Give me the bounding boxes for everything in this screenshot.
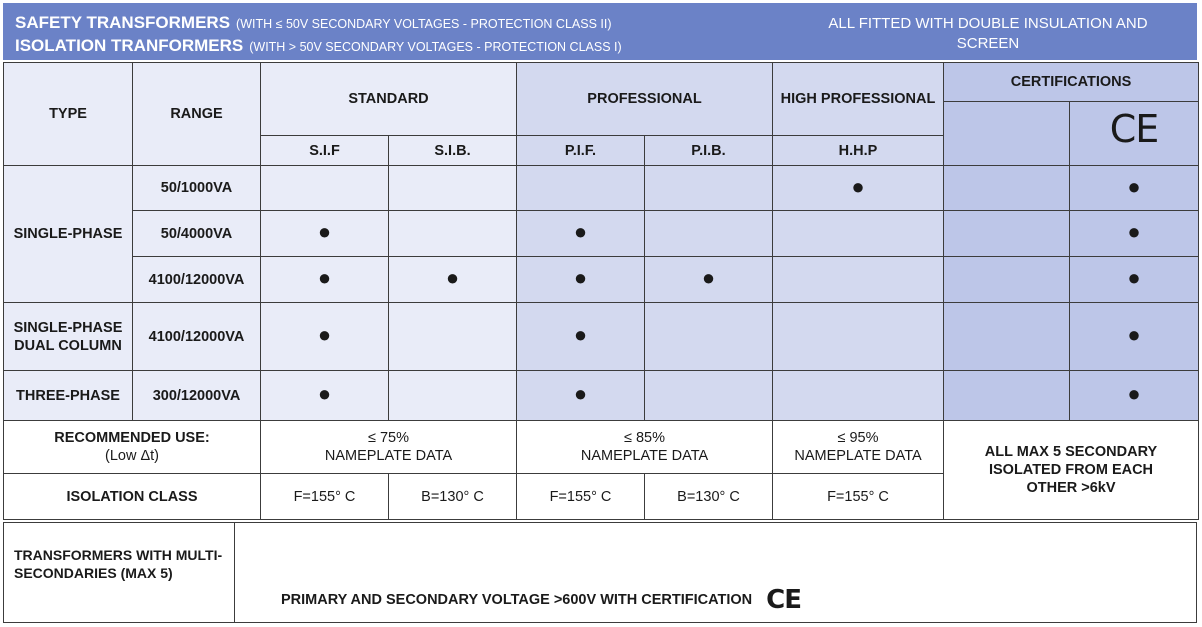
multi-secondary-label: TRANSFORMERS WITH MULTI-SECONDARIES (MAX 5) [4, 523, 235, 622]
type-single-phase-dual-column: SINGLE-PHASE DUAL COLUMN [4, 303, 133, 371]
recommended-use-title: RECOMMENDED USE: [54, 430, 210, 446]
availability-dot: ● [1127, 322, 1141, 347]
isolation-pib: B=130° C [645, 474, 773, 520]
range-cell: 50/4000VA [133, 211, 261, 257]
recommended-high-professional: ≤ 95% NAMEPLATE DATA [773, 421, 944, 474]
title-line-isolation [15, 36, 622, 56]
ce-mark-icon: CE [766, 585, 802, 615]
availability-dot: ● [573, 381, 588, 406]
safety-transformers-title: SAFETY TRANSFORMERS [15, 13, 231, 32]
header-certifications: CERTIFICATIONS [944, 63, 1199, 102]
ce-mark-icon: CE [1109, 107, 1159, 151]
table-row [4, 211, 1199, 257]
double-insulation-note: ALL FITTED WITH DOUBLE INSULATION AND SCREEN [828, 15, 1148, 52]
header-range: RANGE [133, 63, 261, 166]
header-professional: PROFESSIONAL [517, 63, 773, 136]
range-cell: 4100/12000VA [133, 257, 261, 303]
header-high-professional: HIGH PROFESSIONAL [773, 63, 944, 136]
secondary-isolation-note: ALL MAX 5 SECONDARY ISOLATED FROM EACH OTHER >6kV [944, 421, 1199, 520]
range-cell: 4100/12000VA [133, 303, 261, 371]
ce-mark-header [1070, 102, 1199, 166]
availability-dot: ● [445, 265, 460, 290]
recommended-use-label [4, 421, 261, 474]
multi-secondary-box [3, 522, 1197, 623]
voltage-certification-text: PRIMARY AND SECONDARY VOLTAGE >600V WITH CERTIFICATION [281, 592, 753, 608]
table-row [4, 257, 1199, 303]
availability-dot: ● [701, 265, 716, 290]
title-banner [3, 3, 1197, 60]
recommended-standard: ≤ 75% NAMEPLATE DATA [261, 421, 517, 474]
isolation-sif: F=155° C [261, 474, 389, 520]
availability-dot: ● [573, 265, 588, 290]
header-sib: S.I.B. [389, 136, 517, 166]
availability-dot: ● [573, 322, 588, 347]
cert-blank-header [944, 102, 1070, 166]
availability-dot: ● [317, 265, 332, 290]
type-three-phase: THREE-PHASE [4, 371, 133, 421]
isolation-transformers-note: (WITH > 50V SECONDARY VOLTAGES - PROTECTION CLASS I) [249, 40, 622, 54]
header-pib: P.I.B. [645, 136, 773, 166]
availability-dot: ● [573, 219, 588, 244]
transformer-table [3, 62, 1199, 520]
header-hhp: H.H.P [773, 136, 944, 166]
isolation-class-label: ISOLATION CLASS [4, 474, 261, 520]
multi-secondary-description [281, 585, 801, 615]
header-sif: S.I.F [261, 136, 389, 166]
availability-dot: ● [317, 381, 332, 406]
safety-transformers-note: (WITH ≤ 50V SECONDARY VOLTAGES - PROTECTION CLASS II) [236, 17, 612, 31]
availability-dot: ● [317, 219, 332, 244]
availability-dot: ● [317, 322, 332, 347]
recommended-use-sub: (Low Δt) [105, 448, 159, 464]
recommended-professional: ≤ 85% NAMEPLATE DATA [517, 421, 773, 474]
availability-dot: ● [1127, 173, 1141, 199]
table-row [4, 371, 1199, 421]
range-cell: 50/1000VA [133, 166, 261, 211]
isolation-sib: B=130° C [389, 474, 517, 520]
availability-dot: ● [1127, 219, 1141, 244]
isolation-transformers-title: ISOLATION TRANFORMERS [15, 36, 244, 55]
table-row [4, 166, 1199, 211]
isolation-pif: F=155° C [517, 474, 645, 520]
table-row [4, 303, 1199, 371]
header-pif: P.I.F. [517, 136, 645, 166]
title-line-safety [15, 13, 612, 33]
type-single-phase: SINGLE-PHASE [4, 166, 133, 303]
header-type: TYPE [4, 63, 133, 166]
recommended-use-row [4, 421, 1199, 474]
availability-dot: ● [1127, 381, 1141, 406]
availability-dot: ● [1127, 265, 1141, 290]
isolation-hhp: F=155° C [773, 474, 944, 520]
range-cell: 300/12000VA [133, 371, 261, 421]
availability-dot: ● [851, 173, 865, 199]
header-standard: STANDARD [261, 63, 517, 136]
